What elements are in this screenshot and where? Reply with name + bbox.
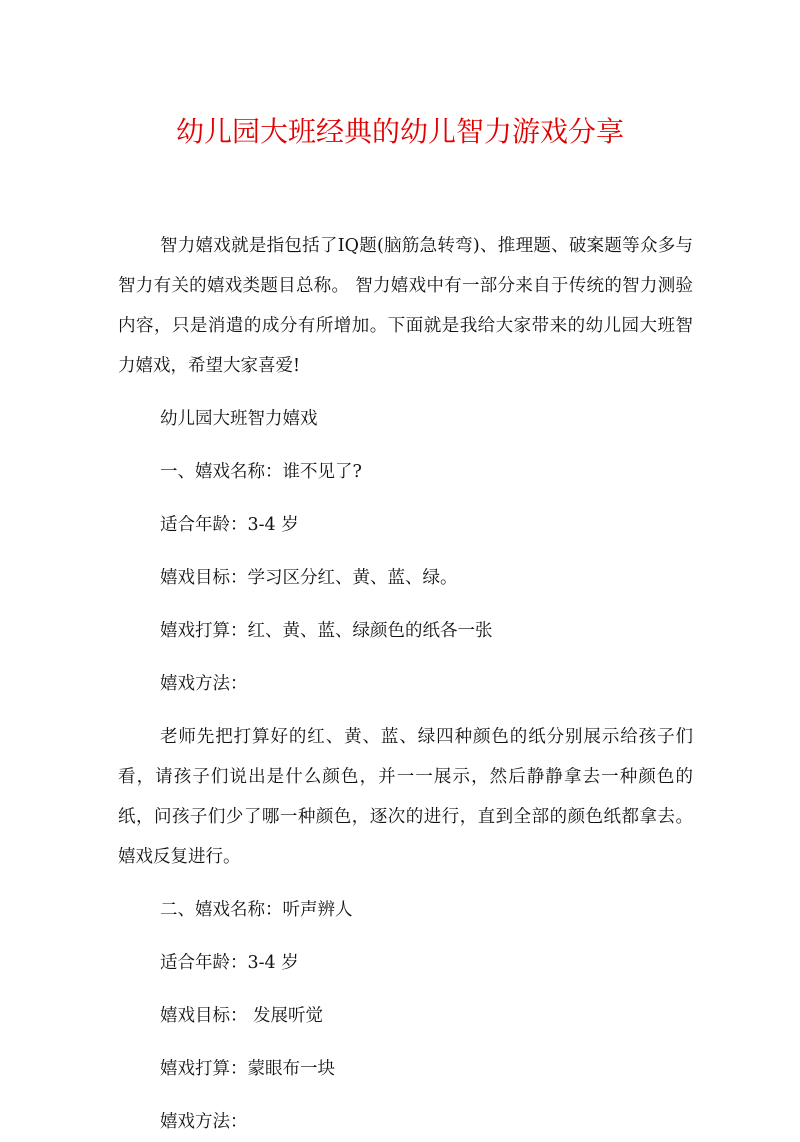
game2-name: 二、嬉戏名称：听声辨人 xyxy=(160,900,353,920)
game1-method-text: 老师先把打算好的红、黄、蓝、绿四种颜色的纸分别展示给孩子们看，请孩子们说出是什么颜色，并一一展示，然后静静拿去一种颜色的纸，问孩子们少了哪一种颜色，逐次的进行，直到全部的颜色纸都拿去。嬉戏反复进行。 xyxy=(118,727,693,867)
game2-goal: 嬉戏目标： 发展听觉 xyxy=(160,1006,324,1026)
section-heading: 幼儿园大班智力嬉戏 xyxy=(160,409,318,429)
page-title: 幼儿园大班经典的幼儿智力游戏分享 xyxy=(175,115,624,148)
game1-method-label: 嬉戏方法： xyxy=(160,674,248,694)
intro-paragraph: 智力嬉戏就是指包括了IQ题(脑筋急转弯)、推理题、破案题等众多与智力有关的嬉戏类题目总称。 智力嬉戏中有一部分来自于传统的智力测验内容，只是消遣的成分有所增加。下面就是我给大家带来的幼儿园大班智力嬉戏，希望大家喜爱! xyxy=(118,236,693,376)
game2-age: 适合年龄：3-4 岁 xyxy=(160,953,299,973)
game1-prep: 嬉戏打算：红、黄、蓝、绿颜色的纸各一张 xyxy=(160,621,493,641)
document-body xyxy=(118,226,693,1142)
game2-method-label: 嬉戏方法： xyxy=(160,1112,248,1132)
game1-name: 一、嬉戏名称：谁不见了? xyxy=(160,462,362,482)
game2-prep: 嬉戏打算：蒙眼布一块 xyxy=(160,1059,335,1079)
game1-goal: 嬉戏目标：学习区分红、黄、蓝、绿。 xyxy=(160,568,458,588)
game1-age: 适合年龄：3-4 岁 xyxy=(160,515,299,535)
